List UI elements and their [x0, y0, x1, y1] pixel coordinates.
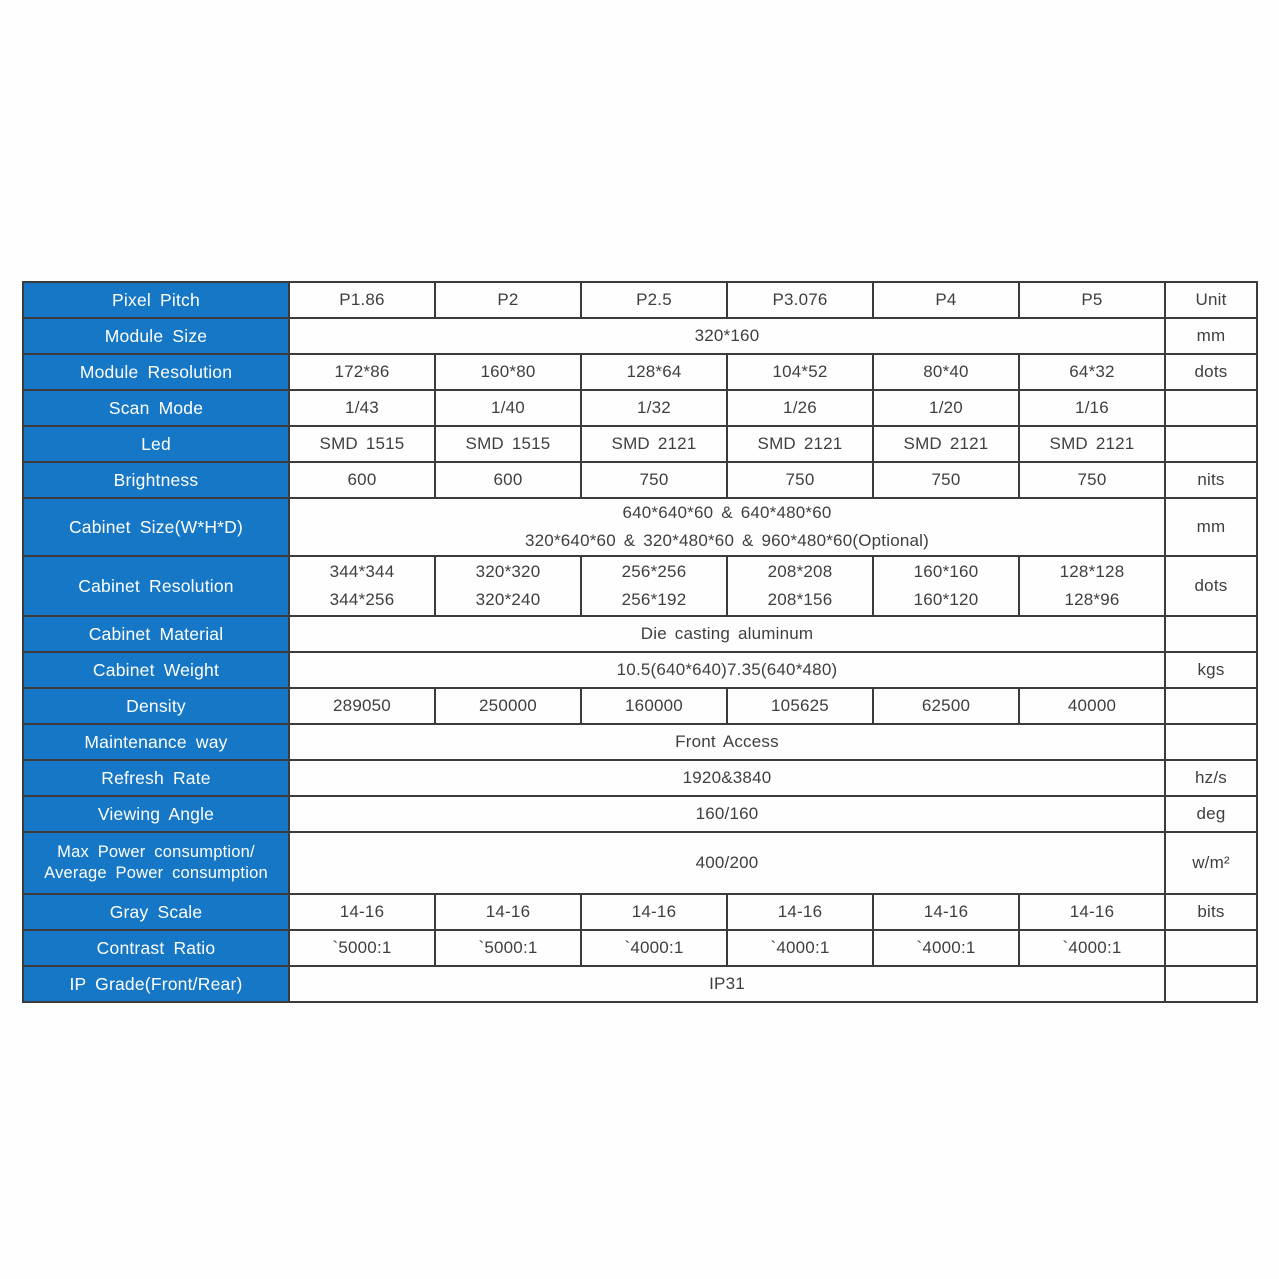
data-cell: 40000: [1019, 688, 1165, 724]
row-label-cabinet-weight: Cabinet Weight: [23, 652, 289, 688]
data-cell: 14-16: [289, 894, 435, 930]
row-power-consumption: [23, 832, 1257, 894]
unit-cell: [1165, 390, 1257, 426]
data-cell: 750: [1019, 462, 1165, 498]
row-scan-mode: [23, 390, 1257, 426]
data-cell: 600: [435, 462, 581, 498]
cell-line: 128*96: [1064, 590, 1120, 609]
unit-cell: [1165, 688, 1257, 724]
data-cell: 62500: [873, 688, 1019, 724]
column-header: P4: [873, 282, 1019, 318]
row-gray-scale: [23, 894, 1257, 930]
cell-line: 320*320: [475, 562, 541, 581]
unit-cell: [1165, 930, 1257, 966]
row-label-gray-scale: Gray Scale: [23, 894, 289, 930]
row-label-density: Density: [23, 688, 289, 724]
data-cell: `5000:1: [289, 930, 435, 966]
row-cabinet-material: [23, 616, 1257, 652]
row-brightness: [23, 462, 1257, 498]
data-cell: 128*64: [581, 354, 727, 390]
cabinet-size-line2: 320*640*60 & 320*480*60 & 960*480*60(Optional): [524, 531, 929, 550]
data-cell: 750: [727, 462, 873, 498]
data-cell: 14-16: [581, 894, 727, 930]
data-cell: 750: [873, 462, 1019, 498]
row-contrast-ratio: [23, 930, 1257, 966]
data-cell: 105625: [727, 688, 873, 724]
label-line: Max Power consumption/: [57, 843, 255, 861]
unit-column-header: Unit: [1165, 282, 1257, 318]
row-ip-grade: [23, 966, 1257, 1002]
cell-line: 208*156: [767, 590, 833, 609]
row-led: [23, 426, 1257, 462]
data-cell: 104*52: [727, 354, 873, 390]
cell-line: 160*160: [913, 562, 979, 581]
data-cell: 1/16: [1019, 390, 1165, 426]
data-cell: SMD 1515: [289, 426, 435, 462]
unit-cell: w/m²: [1165, 832, 1257, 894]
data-cell: 172*86: [289, 354, 435, 390]
row-label-scan-mode: Scan Mode: [23, 390, 289, 426]
data-cell: 1/20: [873, 390, 1019, 426]
unit-cell: kgs: [1165, 652, 1257, 688]
span-cell: [289, 498, 1165, 556]
row-label-led: Led: [23, 426, 289, 462]
data-cell: 1/32: [581, 390, 727, 426]
data-cell: 14-16: [727, 894, 873, 930]
data-cell: 250000: [435, 688, 581, 724]
data-cell: SMD 2121: [727, 426, 873, 462]
label-line: Average Power consumption: [44, 864, 268, 882]
data-cell: 14-16: [873, 894, 1019, 930]
row-label-ip-grade: IP Grade(Front/Rear): [23, 966, 289, 1002]
column-header: P3.076: [727, 282, 873, 318]
row-module-resolution: [23, 354, 1257, 390]
row-label-cabinet-size: Cabinet Size(W*H*D): [23, 498, 289, 556]
row-density: [23, 688, 1257, 724]
data-cell: [727, 556, 873, 616]
row-cabinet-size: [23, 498, 1257, 556]
led-spec-table: [22, 281, 1258, 1003]
span-cell: 1920&3840: [289, 760, 1165, 796]
row-label-maintenance-way: Maintenance way: [23, 724, 289, 760]
data-cell: SMD 2121: [873, 426, 1019, 462]
row-label-pixel-pitch: Pixel Pitch: [23, 282, 289, 318]
data-cell: `4000:1: [873, 930, 1019, 966]
data-cell: 750: [581, 462, 727, 498]
unit-cell: [1165, 426, 1257, 462]
data-cell: 160000: [581, 688, 727, 724]
unit-cell: bits: [1165, 894, 1257, 930]
cell-line: 160*120: [913, 590, 979, 609]
data-cell: 14-16: [435, 894, 581, 930]
row-label-power-consumption: [23, 832, 289, 894]
data-cell: SMD 1515: [435, 426, 581, 462]
unit-cell: nits: [1165, 462, 1257, 498]
span-cell: 10.5(640*640)7.35(640*480): [289, 652, 1165, 688]
cell-line: 128*128: [1059, 562, 1125, 581]
column-header: P5: [1019, 282, 1165, 318]
data-cell: `5000:1: [435, 930, 581, 966]
column-header: P2.5: [581, 282, 727, 318]
span-cell: 320*160: [289, 318, 1165, 354]
data-cell: SMD 2121: [581, 426, 727, 462]
unit-cell: dots: [1165, 556, 1257, 616]
row-refresh-rate: [23, 760, 1257, 796]
span-cell: 400/200: [289, 832, 1165, 894]
data-cell: [873, 556, 1019, 616]
data-cell: [289, 556, 435, 616]
column-header: P1.86: [289, 282, 435, 318]
data-cell: [435, 556, 581, 616]
row-label-cabinet-resolution: Cabinet Resolution: [23, 556, 289, 616]
unit-cell: hz/s: [1165, 760, 1257, 796]
data-cell: `4000:1: [1019, 930, 1165, 966]
unit-cell: deg: [1165, 796, 1257, 832]
span-cell: 160/160: [289, 796, 1165, 832]
data-cell: 1/43: [289, 390, 435, 426]
data-cell: `4000:1: [581, 930, 727, 966]
cell-line: 320*240: [475, 590, 541, 609]
data-cell: 64*32: [1019, 354, 1165, 390]
cell-line: 256*256: [621, 562, 687, 581]
row-viewing-angle: [23, 796, 1257, 832]
data-cell: 1/40: [435, 390, 581, 426]
data-cell: 289050: [289, 688, 435, 724]
cell-line: 208*208: [767, 562, 833, 581]
data-cell: 600: [289, 462, 435, 498]
cell-line: 344*256: [329, 590, 395, 609]
cell-line: 256*192: [621, 590, 687, 609]
data-cell: 160*80: [435, 354, 581, 390]
row-label-viewing-angle: Viewing Angle: [23, 796, 289, 832]
unit-cell: mm: [1165, 318, 1257, 354]
row-module-size: [23, 318, 1257, 354]
data-cell: 14-16: [1019, 894, 1165, 930]
span-cell: IP31: [289, 966, 1165, 1002]
row-label-contrast-ratio: Contrast Ratio: [23, 930, 289, 966]
row-label-brightness: Brightness: [23, 462, 289, 498]
row-maintenance-way: [23, 724, 1257, 760]
row-cabinet-resolution: [23, 556, 1257, 616]
data-cell: `4000:1: [727, 930, 873, 966]
cabinet-size-line1: 640*640*60 & 640*480*60: [622, 503, 832, 522]
unit-cell: dots: [1165, 354, 1257, 390]
cell-line: 344*344: [329, 562, 395, 581]
unit-cell: mm: [1165, 498, 1257, 556]
data-cell: 80*40: [873, 354, 1019, 390]
data-cell: 1/26: [727, 390, 873, 426]
data-cell: [1019, 556, 1165, 616]
unit-cell: [1165, 724, 1257, 760]
span-cell: Front Access: [289, 724, 1165, 760]
row-label-module-resolution: Module Resolution: [23, 354, 289, 390]
column-header: P2: [435, 282, 581, 318]
span-cell: Die casting aluminum: [289, 616, 1165, 652]
row-pixel-pitch: [23, 282, 1257, 318]
row-label-cabinet-material: Cabinet Material: [23, 616, 289, 652]
row-label-refresh-rate: Refresh Rate: [23, 760, 289, 796]
row-label-module-size: Module Size: [23, 318, 289, 354]
unit-cell: [1165, 966, 1257, 1002]
data-cell: SMD 2121: [1019, 426, 1165, 462]
unit-cell: [1165, 616, 1257, 652]
row-cabinet-weight: [23, 652, 1257, 688]
data-cell: [581, 556, 727, 616]
